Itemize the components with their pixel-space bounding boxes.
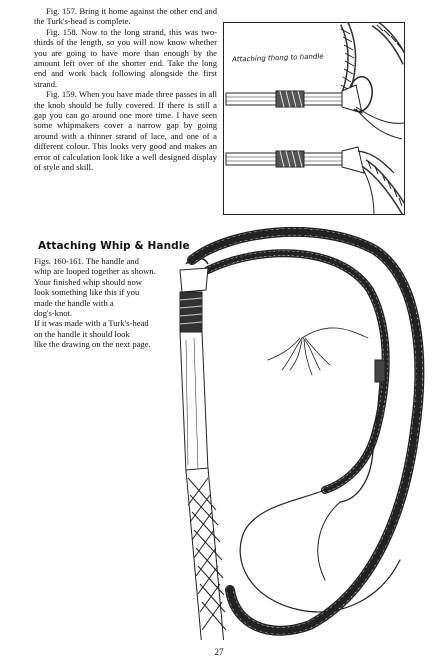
paragraph-fig-157: Fig. 157. Bring it home against the other end and the Turk's-head is complete. [34, 6, 217, 27]
bullwhip-illustration-icon [150, 220, 430, 640]
section-line: whip are looped together as shown. [34, 266, 156, 277]
section-line: Your finished whip should now [34, 276, 142, 287]
section-line: If it was made with a Turk's-head [34, 318, 149, 329]
top-text-column [34, 6, 217, 173]
paragraph-fig-159: Fig. 159. When you have made three passes in all the knob should be fully covered. If there is still a gap you can go around one more time. I have seen some whipmakers cover a narrow gap by going around with a thinner strand of lace, and one of a different colour. This looks very good and makes an error of calculation look like a well designed display of style and skill. [34, 89, 217, 173]
paragraph-fig-158: Fig. 158. Now to the long strand, this was two-thirds of the length, so you will now know whether you are going to have more than enough by the amount left over of the shorter end. Take the long end and work back following alongside the first strand. [34, 26, 217, 89]
section-line: look something like this if you [34, 287, 140, 298]
page-number: 27 [214, 647, 224, 657]
section-line: Figs. 160-161. The handle and [34, 256, 139, 266]
section-line: on the handle it should look [34, 328, 130, 339]
thong-handle-figure [223, 22, 405, 215]
section-line: dog's-knot. [34, 308, 73, 319]
section-line: made the handle with a [34, 297, 114, 308]
section-line: like the drawing on the next page. [34, 339, 151, 350]
figure-caption: Attaching thong to handle [231, 52, 324, 64]
section-heading: Attaching Whip & Handle [38, 240, 190, 252]
